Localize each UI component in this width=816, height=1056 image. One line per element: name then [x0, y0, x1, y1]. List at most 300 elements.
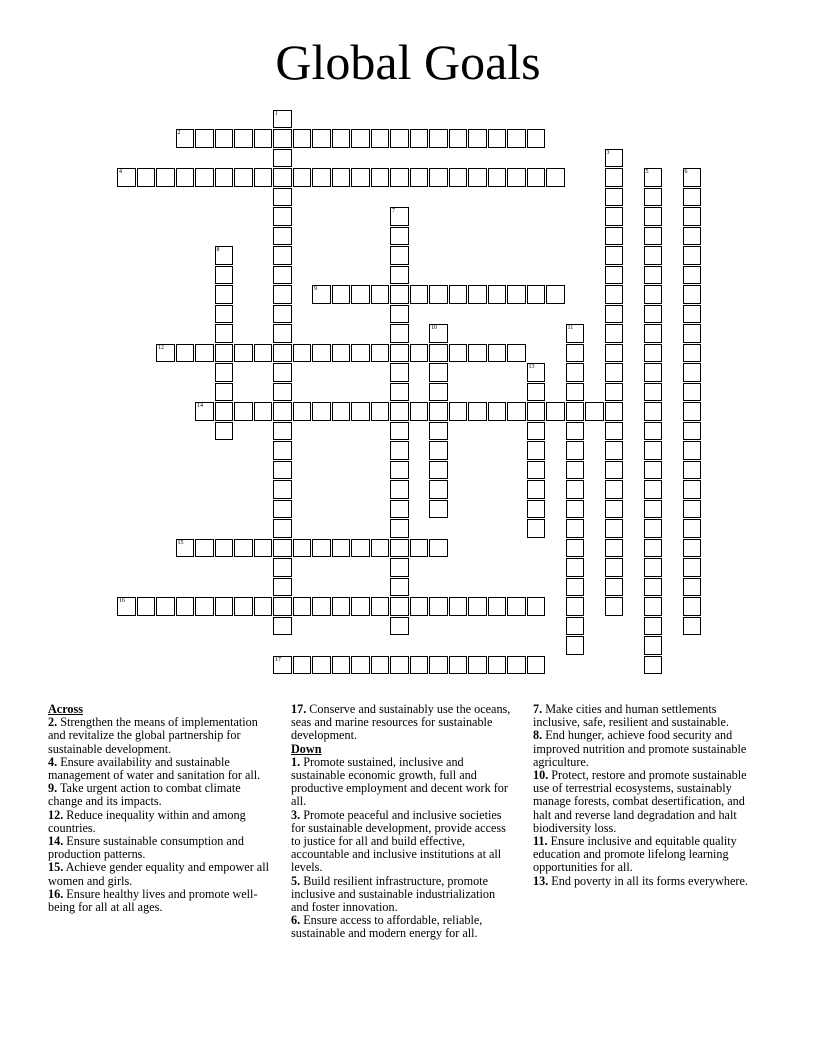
grid-cell[interactable]	[390, 617, 409, 636]
grid-cell[interactable]	[273, 266, 292, 285]
grid-cell[interactable]	[644, 578, 663, 597]
grid-cell[interactable]	[273, 285, 292, 304]
grid-cell[interactable]	[215, 597, 234, 616]
grid-cell[interactable]	[371, 539, 390, 558]
grid-cell[interactable]	[488, 402, 507, 421]
grid-cell[interactable]	[605, 441, 624, 460]
grid-cell[interactable]	[215, 363, 234, 382]
grid-cell[interactable]	[488, 168, 507, 187]
grid-cell[interactable]	[683, 500, 702, 519]
grid-cell[interactable]	[332, 656, 351, 675]
grid-cell[interactable]	[215, 539, 234, 558]
grid-cell[interactable]	[683, 441, 702, 460]
grid-cell[interactable]	[527, 519, 546, 538]
grid-cell[interactable]	[644, 344, 663, 363]
grid-cell[interactable]	[254, 539, 273, 558]
grid-cell[interactable]	[312, 168, 331, 187]
grid-cell[interactable]	[273, 422, 292, 441]
grid-cell[interactable]	[585, 402, 604, 421]
grid-cell[interactable]	[644, 188, 663, 207]
grid-cell[interactable]	[644, 461, 663, 480]
grid-cell[interactable]	[468, 129, 487, 148]
grid-cell[interactable]	[410, 597, 429, 616]
grid-cell[interactable]	[390, 422, 409, 441]
grid-cell[interactable]	[351, 402, 370, 421]
grid-cell[interactable]	[683, 597, 702, 616]
grid-cell[interactable]	[507, 168, 526, 187]
grid-cell[interactable]	[605, 227, 624, 246]
grid-cell[interactable]	[293, 168, 312, 187]
grid-cell[interactable]	[176, 597, 195, 616]
grid-cell[interactable]	[390, 383, 409, 402]
grid-cell[interactable]	[390, 539, 409, 558]
grid-cell[interactable]	[507, 597, 526, 616]
grid-cell[interactable]	[215, 422, 234, 441]
grid-cell[interactable]	[488, 129, 507, 148]
grid-cell[interactable]	[683, 422, 702, 441]
grid-cell[interactable]	[195, 344, 214, 363]
grid-cell[interactable]	[234, 168, 253, 187]
grid-cell[interactable]	[605, 461, 624, 480]
grid-cell[interactable]	[683, 539, 702, 558]
grid-cell[interactable]	[644, 480, 663, 499]
grid-cell[interactable]	[293, 656, 312, 675]
grid-cell[interactable]	[293, 129, 312, 148]
grid-cell[interactable]	[683, 168, 702, 187]
grid-cell[interactable]	[429, 656, 448, 675]
grid-cell[interactable]	[566, 441, 585, 460]
grid-cell[interactable]	[390, 168, 409, 187]
grid-cell[interactable]	[566, 422, 585, 441]
grid-cell[interactable]	[371, 597, 390, 616]
grid-cell[interactable]	[371, 129, 390, 148]
grid-cell[interactable]	[390, 402, 409, 421]
grid-cell[interactable]	[683, 617, 702, 636]
grid-cell[interactable]	[449, 129, 468, 148]
grid-cell[interactable]	[215, 285, 234, 304]
grid-cell[interactable]	[507, 402, 526, 421]
grid-cell[interactable]	[429, 441, 448, 460]
grid-cell[interactable]	[683, 207, 702, 226]
grid-cell[interactable]	[390, 285, 409, 304]
grid-cell[interactable]	[468, 402, 487, 421]
grid-cell[interactable]	[254, 129, 273, 148]
grid-cell[interactable]	[410, 656, 429, 675]
grid-cell[interactable]	[156, 168, 175, 187]
grid-cell[interactable]	[410, 344, 429, 363]
grid-cell[interactable]	[351, 539, 370, 558]
grid-cell[interactable]	[566, 324, 585, 343]
grid-cell[interactable]	[273, 578, 292, 597]
grid-cell[interactable]	[254, 402, 273, 421]
grid-cell[interactable]	[332, 129, 351, 148]
grid-cell[interactable]	[644, 305, 663, 324]
grid-cell[interactable]	[390, 246, 409, 265]
grid-cell[interactable]	[605, 168, 624, 187]
grid-cell[interactable]	[644, 636, 663, 655]
grid-cell[interactable]	[215, 344, 234, 363]
grid-cell[interactable]	[566, 597, 585, 616]
grid-cell[interactable]	[234, 597, 253, 616]
grid-cell[interactable]	[605, 480, 624, 499]
grid-cell[interactable]	[410, 168, 429, 187]
grid-cell[interactable]	[429, 480, 448, 499]
grid-cell[interactable]	[273, 402, 292, 421]
grid-cell[interactable]	[605, 266, 624, 285]
grid-cell[interactable]	[215, 402, 234, 421]
grid-cell[interactable]	[683, 305, 702, 324]
grid-cell[interactable]	[273, 558, 292, 577]
grid-cell[interactable]	[390, 207, 409, 226]
grid-cell[interactable]	[605, 500, 624, 519]
grid-cell[interactable]	[312, 285, 331, 304]
grid-cell[interactable]	[273, 207, 292, 226]
grid-cell[interactable]	[429, 344, 448, 363]
grid-cell[interactable]	[546, 285, 565, 304]
grid-cell[interactable]	[176, 344, 195, 363]
grid-cell[interactable]	[273, 519, 292, 538]
grid-cell[interactable]	[605, 207, 624, 226]
grid-cell[interactable]	[605, 363, 624, 382]
grid-cell[interactable]	[332, 168, 351, 187]
grid-cell[interactable]	[527, 480, 546, 499]
grid-cell[interactable]	[527, 441, 546, 460]
grid-cell[interactable]	[312, 129, 331, 148]
grid-cell[interactable]	[644, 266, 663, 285]
grid-cell[interactable]	[273, 246, 292, 265]
grid-cell[interactable]	[332, 402, 351, 421]
grid-cell[interactable]	[312, 402, 331, 421]
grid-cell[interactable]	[215, 246, 234, 265]
grid-cell[interactable]	[390, 519, 409, 538]
grid-cell[interactable]	[683, 383, 702, 402]
grid-cell[interactable]	[644, 500, 663, 519]
grid-cell[interactable]	[312, 344, 331, 363]
grid-cell[interactable]	[332, 539, 351, 558]
grid-cell[interactable]	[644, 168, 663, 187]
grid-cell[interactable]	[566, 500, 585, 519]
grid-cell[interactable]	[605, 344, 624, 363]
grid-cell[interactable]	[234, 402, 253, 421]
grid-cell[interactable]	[429, 461, 448, 480]
grid-cell[interactable]	[371, 344, 390, 363]
grid-cell[interactable]	[351, 656, 370, 675]
grid-cell[interactable]	[215, 324, 234, 343]
grid-cell[interactable]	[215, 168, 234, 187]
grid-cell[interactable]	[195, 539, 214, 558]
grid-cell[interactable]	[644, 363, 663, 382]
grid-cell[interactable]	[429, 422, 448, 441]
grid-cell[interactable]	[273, 363, 292, 382]
grid-cell[interactable]	[410, 129, 429, 148]
grid-cell[interactable]	[332, 344, 351, 363]
grid-cell[interactable]	[176, 168, 195, 187]
grid-cell[interactable]	[117, 168, 136, 187]
clue-number: 14	[197, 403, 203, 409]
grid-cell[interactable]	[371, 285, 390, 304]
grid-cell[interactable]	[390, 461, 409, 480]
grid-cell[interactable]	[449, 656, 468, 675]
grid-cell[interactable]	[332, 597, 351, 616]
grid-cell[interactable]	[507, 129, 526, 148]
grid-cell[interactable]	[429, 500, 448, 519]
grid-cell[interactable]	[234, 129, 253, 148]
clue-column-1	[48, 703, 270, 914]
grid-cell[interactable]	[195, 597, 214, 616]
grid-cell[interactable]	[683, 344, 702, 363]
grid-cell[interactable]	[468, 656, 487, 675]
grid-cell[interactable]	[566, 383, 585, 402]
grid-cell[interactable]	[449, 402, 468, 421]
grid-cell[interactable]	[293, 402, 312, 421]
grid-cell[interactable]	[683, 188, 702, 207]
grid-cell[interactable]	[215, 266, 234, 285]
grid-cell[interactable]	[644, 617, 663, 636]
grid-cell[interactable]	[566, 480, 585, 499]
grid-cell[interactable]	[527, 402, 546, 421]
grid-cell[interactable]	[234, 539, 253, 558]
grid-cell[interactable]	[390, 266, 409, 285]
grid-cell[interactable]	[605, 246, 624, 265]
grid-cell[interactable]	[644, 207, 663, 226]
grid-cell[interactable]	[215, 383, 234, 402]
grid-cell[interactable]	[429, 285, 448, 304]
grid-cell[interactable]	[273, 227, 292, 246]
grid-cell[interactable]	[605, 324, 624, 343]
grid-cell[interactable]	[683, 363, 702, 382]
grid-cell[interactable]	[449, 285, 468, 304]
grid-cell[interactable]	[644, 402, 663, 421]
grid-cell[interactable]	[488, 344, 507, 363]
grid-cell[interactable]	[351, 285, 370, 304]
grid-cell[interactable]	[605, 539, 624, 558]
grid-cell[interactable]	[390, 129, 409, 148]
grid-cell[interactable]	[507, 344, 526, 363]
grid-cell[interactable]	[605, 305, 624, 324]
grid-cell[interactable]	[371, 656, 390, 675]
grid-cell[interactable]	[683, 285, 702, 304]
grid-cell[interactable]	[137, 168, 156, 187]
grid-cell[interactable]	[527, 461, 546, 480]
grid-cell[interactable]	[683, 519, 702, 538]
grid-cell[interactable]	[195, 402, 214, 421]
grid-cell[interactable]	[605, 285, 624, 304]
grid-cell[interactable]	[273, 305, 292, 324]
grid-cell[interactable]	[273, 461, 292, 480]
grid-cell[interactable]	[390, 578, 409, 597]
grid-cell[interactable]	[644, 656, 663, 675]
grid-cell[interactable]	[566, 539, 585, 558]
grid-cell[interactable]	[527, 656, 546, 675]
grid-cell[interactable]	[566, 402, 585, 421]
grid-cell[interactable]	[273, 324, 292, 343]
grid-cell[interactable]	[312, 597, 331, 616]
grid-cell[interactable]	[429, 168, 448, 187]
grid-cell[interactable]	[273, 617, 292, 636]
grid-cell[interactable]	[273, 344, 292, 363]
grid-cell[interactable]	[566, 636, 585, 655]
grid-cell[interactable]	[137, 597, 156, 616]
grid-cell[interactable]	[176, 539, 195, 558]
grid-cell[interactable]	[410, 285, 429, 304]
grid-cell[interactable]	[566, 617, 585, 636]
grid-cell[interactable]	[293, 597, 312, 616]
grid-cell[interactable]	[215, 305, 234, 324]
grid-cell[interactable]	[468, 168, 487, 187]
grid-cell[interactable]	[429, 597, 448, 616]
grid-cell[interactable]	[273, 441, 292, 460]
grid-cell[interactable]	[488, 656, 507, 675]
grid-cell[interactable]	[273, 168, 292, 187]
grid-cell[interactable]	[351, 168, 370, 187]
grid-cell[interactable]	[390, 480, 409, 499]
grid-cell[interactable]	[195, 129, 214, 148]
grid-cell[interactable]	[195, 168, 214, 187]
grid-cell[interactable]	[488, 285, 507, 304]
grid-cell[interactable]	[644, 246, 663, 265]
grid-cell[interactable]	[390, 656, 409, 675]
grid-cell[interactable]	[683, 402, 702, 421]
grid-cell[interactable]	[644, 441, 663, 460]
grid-cell[interactable]	[117, 597, 136, 616]
grid-cell[interactable]	[156, 597, 175, 616]
grid-cell[interactable]	[312, 656, 331, 675]
grid-cell[interactable]	[683, 480, 702, 499]
grid-cell[interactable]	[683, 246, 702, 265]
grid-cell[interactable]	[507, 285, 526, 304]
grid-cell[interactable]	[429, 363, 448, 382]
grid-cell[interactable]	[527, 383, 546, 402]
grid-cell[interactable]	[605, 422, 624, 441]
grid-cell[interactable]	[566, 363, 585, 382]
grid-cell[interactable]	[683, 558, 702, 577]
grid-cell[interactable]	[273, 149, 292, 168]
grid-cell[interactable]	[605, 149, 624, 168]
grid-cell[interactable]	[273, 500, 292, 519]
grid-cell[interactable]	[254, 597, 273, 616]
grid-cell[interactable]	[351, 129, 370, 148]
grid-cell[interactable]	[390, 324, 409, 343]
grid-cell[interactable]	[527, 363, 546, 382]
grid-cell[interactable]	[644, 519, 663, 538]
grid-cell[interactable]	[371, 168, 390, 187]
grid-cell[interactable]	[644, 597, 663, 616]
grid-cell[interactable]	[546, 168, 565, 187]
grid-cell[interactable]	[390, 344, 409, 363]
grid-cell[interactable]	[312, 539, 331, 558]
grid-cell[interactable]	[429, 539, 448, 558]
grid-cell[interactable]	[683, 266, 702, 285]
grid-cell[interactable]	[683, 227, 702, 246]
grid-cell[interactable]	[273, 656, 292, 675]
grid-cell[interactable]	[605, 402, 624, 421]
grid-cell[interactable]	[449, 597, 468, 616]
grid-cell[interactable]	[527, 285, 546, 304]
grid-cell[interactable]	[566, 344, 585, 363]
grid-cell[interactable]	[371, 402, 390, 421]
grid-cell[interactable]	[683, 578, 702, 597]
grid-cell[interactable]	[566, 519, 585, 538]
grid-cell[interactable]	[273, 188, 292, 207]
clue-across-15: 15. Achieve gender equality and empower all women and girls.	[48, 860, 269, 888]
grid-cell[interactable]	[605, 578, 624, 597]
grid-cell[interactable]	[390, 363, 409, 382]
grid-cell[interactable]	[527, 129, 546, 148]
grid-cell[interactable]	[605, 188, 624, 207]
grid-cell[interactable]	[468, 597, 487, 616]
grid-cell[interactable]	[390, 558, 409, 577]
grid-cell[interactable]	[566, 578, 585, 597]
grid-cell[interactable]	[429, 324, 448, 343]
grid-cell[interactable]	[644, 324, 663, 343]
grid-cell[interactable]	[644, 422, 663, 441]
grid-cell[interactable]	[273, 110, 292, 129]
grid-cell[interactable]	[215, 129, 234, 148]
grid-cell[interactable]	[390, 597, 409, 616]
grid-cell[interactable]	[293, 539, 312, 558]
grid-cell[interactable]	[644, 285, 663, 304]
grid-cell[interactable]	[429, 402, 448, 421]
grid-cell[interactable]	[683, 461, 702, 480]
grid-cell[interactable]	[293, 344, 312, 363]
grid-cell[interactable]	[605, 597, 624, 616]
grid-cell[interactable]	[644, 227, 663, 246]
grid-cell[interactable]	[254, 344, 273, 363]
grid-cell[interactable]	[429, 129, 448, 148]
grid-cell[interactable]	[410, 539, 429, 558]
grid-cell[interactable]	[507, 656, 526, 675]
grid-cell[interactable]	[351, 344, 370, 363]
grid-cell[interactable]	[566, 558, 585, 577]
grid-cell[interactable]	[351, 597, 370, 616]
grid-cell[interactable]	[605, 519, 624, 538]
grid-cell[interactable]	[683, 324, 702, 343]
grid-cell[interactable]	[273, 539, 292, 558]
grid-cell[interactable]	[488, 597, 507, 616]
grid-cell[interactable]	[644, 558, 663, 577]
grid-cell[interactable]	[449, 168, 468, 187]
grid-cell[interactable]	[527, 168, 546, 187]
grid-cell[interactable]	[390, 305, 409, 324]
grid-cell[interactable]	[566, 461, 585, 480]
grid-cell[interactable]	[546, 402, 565, 421]
grid-cell[interactable]	[390, 227, 409, 246]
grid-cell[interactable]	[468, 344, 487, 363]
grid-cell[interactable]	[527, 597, 546, 616]
grid-cell[interactable]	[390, 500, 409, 519]
grid-cell[interactable]	[468, 285, 487, 304]
grid-cell[interactable]	[273, 383, 292, 402]
grid-cell[interactable]	[449, 344, 468, 363]
grid-cell[interactable]	[390, 441, 409, 460]
grid-cell[interactable]	[605, 558, 624, 577]
grid-cell[interactable]	[605, 383, 624, 402]
grid-cell[interactable]	[176, 129, 195, 148]
grid-cell[interactable]	[273, 597, 292, 616]
grid-cell[interactable]	[156, 344, 175, 363]
grid-cell[interactable]	[527, 422, 546, 441]
grid-cell[interactable]	[644, 539, 663, 558]
grid-cell[interactable]	[429, 383, 448, 402]
grid-cell[interactable]	[273, 129, 292, 148]
grid-cell[interactable]	[410, 402, 429, 421]
grid-cell[interactable]	[332, 285, 351, 304]
grid-cell[interactable]	[644, 383, 663, 402]
grid-cell[interactable]	[527, 500, 546, 519]
grid-cell[interactable]	[273, 480, 292, 499]
grid-cell[interactable]	[234, 344, 253, 363]
grid-cell[interactable]	[254, 168, 273, 187]
